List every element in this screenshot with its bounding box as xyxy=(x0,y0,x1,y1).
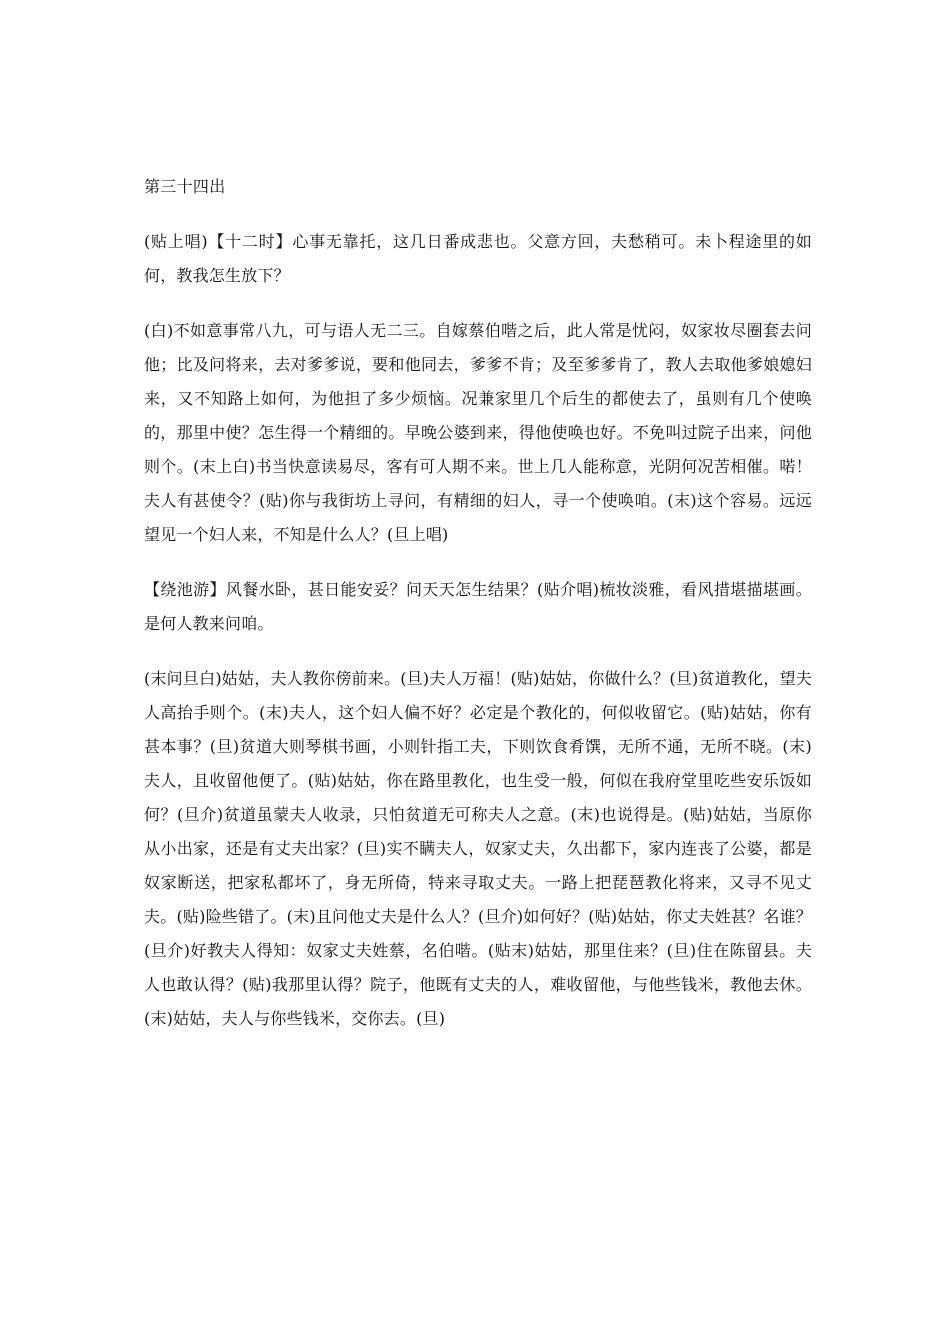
act-heading: 第三十四出 xyxy=(144,177,226,196)
paragraph-dialogue: (末问旦白)姑姑，夫人教你傍前来。(旦)夫人万福！(贴)姑姑，你做什么？(旦)贫道教化，望夫人高抬手则个。(末)夫人，这个妇人偏不好？必定是个教化的，何似收留它。(贴)姑姑，你有甚本事？(旦)贫道大则琴棋书画，小则针指工夫，下则饮食肴馔，无所不通，无所不晓。(末)夫人，且收留他便了。(贴)姑姑，你在路里教化，也生受一般，何似在我府堂里吃些安乐饭如何？(旦介)贫道虽蒙夫人收录，只怕贫道无可称夫人之意。(末)也说得是。(贴)姑姑，当原你从小出家，还是有丈夫出家？(旦)实不瞒夫人，奴家丈夫，久出都下，家内连丧了公婆，都是奴家断送，把家私都坏了，身无所倚，特来寻取丈夫。一路上把琵琶教化将来，又寻不见丈夫。(贴)险些错了。(末)且问他丈夫是什么人？(旦介)如何好？(贴)姑姑，你丈夫姓甚？名谁？(旦介)好教夫人得知：奴家丈夫姓蔡，名伯喈。(贴末)姑姑，那里住来？(旦)住在陈留县。夫人也敢认得？(贴)我那里认得？院子，他既有丈夫的人，难收留他，与他些钱米，教他去休。(末)姑姑，夫人与你些钱米，交你去。(旦) xyxy=(144,669,812,1028)
paragraph-monologue: (白)不如意事常八九，可与语人无二三。自嫁蔡伯喈之后，此人常是忧闷，奴家妆尽圈套去问他；比及问将来，去对爹爹说，要和他同去，爹爹不肯；及至爹爹肯了，教人去取他爹娘媳妇来，又不知路上如何，为他担了多少烦恼。况兼家里几个后生的都使去了，虽则有几个使唤的，那里中使？怎生得一个精细的。早晚公婆到来，得他使唤也好。不免叫过院子出来，问他则个。(末上白)书当快意读易尽，客有可人期不来。世上几人能称意，光阴何况苦相催。喏！夫人有甚使令？(贴)你与我街坊上寻问，有精细的妇人，寻一个使唤咱。(末)这个容易。远远望见一个妇人来，不知是什么人？(旦上唱) xyxy=(144,321,812,544)
paragraph-aria-pond-tour: 【绕池游】风餐水卧，甚日能安妥？问天天怎生结果？(贴介唱)梳妆淡雅，看风措堪描堪画。是何人教来问咱。 xyxy=(144,580,812,633)
paragraph-aria-twelve-hours: (贴上唱)【十二时】心事无靠托，这几日番成悲也。父意方回，夫愁稍可。未卜程途里的如何，教我怎生放下？ xyxy=(144,232,812,285)
document-body xyxy=(144,170,812,1057)
